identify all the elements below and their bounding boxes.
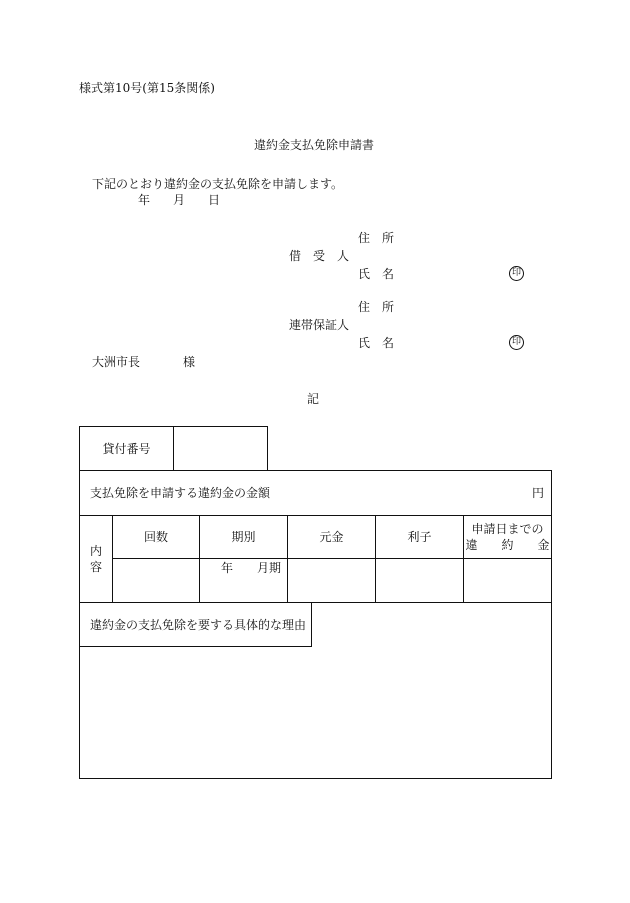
borrower-address-label: 住 所 [358,231,395,245]
form-number: 様式第10号(第15条関係) [79,81,215,95]
header-penalty [464,516,551,558]
guarantor-label: 連帯保証人 [289,318,350,332]
header-penalty-line2: 違 約 金 [465,538,550,552]
date-year: 年 [138,193,151,207]
document-title: 違約金支払免除申請書 [254,138,375,152]
yen-unit: 円 [531,486,544,500]
table-rule [551,470,552,779]
table-rule [267,426,268,471]
contents-label-1: 内 [89,544,102,558]
header-penalty-line1: 申請日までの [471,522,544,536]
reason-label: 違約金の支払免除を要する具体的な理由 [90,617,307,632]
intro-text: 下記のとおり違約金の支払免除を申請します。 [92,177,344,191]
header-count: 回数 [143,530,168,544]
loan-number-field[interactable] [174,427,267,470]
addressee-honorific: 様 [183,355,196,369]
contents-label-2: 容 [89,560,102,574]
borrower-name-label: 氏 名 [358,267,395,281]
loan-number-label: 貸付番号 [102,441,151,456]
header-interest: 利子 [407,530,432,544]
ki-heading: 記 [307,392,320,406]
header-period: 期別 [231,530,256,544]
exemption-amount-label: 支払免除を申請する違約金の金額 [90,486,271,500]
interest-field[interactable] [376,559,463,602]
penalty-field[interactable] [464,559,551,602]
date-month: 月 [173,193,186,207]
addressee-mayor: 大洲市長 [92,355,141,369]
table-rule [311,602,312,647]
period-field[interactable]: 年 月期 [220,561,281,575]
header-principal: 元金 [319,530,344,544]
borrower-seal-icon: 印 [509,266,524,281]
table-rule [79,778,552,779]
date-day: 日 [208,193,221,207]
reason-field[interactable] [80,647,551,778]
principal-field[interactable] [288,559,375,602]
borrower-label: 借 受 人 [289,249,350,263]
guarantor-seal-icon: 印 [509,335,524,350]
contents-label [80,516,112,602]
guarantor-address-label: 住 所 [358,300,395,314]
guarantor-name-label: 氏 名 [358,336,395,350]
count-field[interactable] [113,559,199,602]
